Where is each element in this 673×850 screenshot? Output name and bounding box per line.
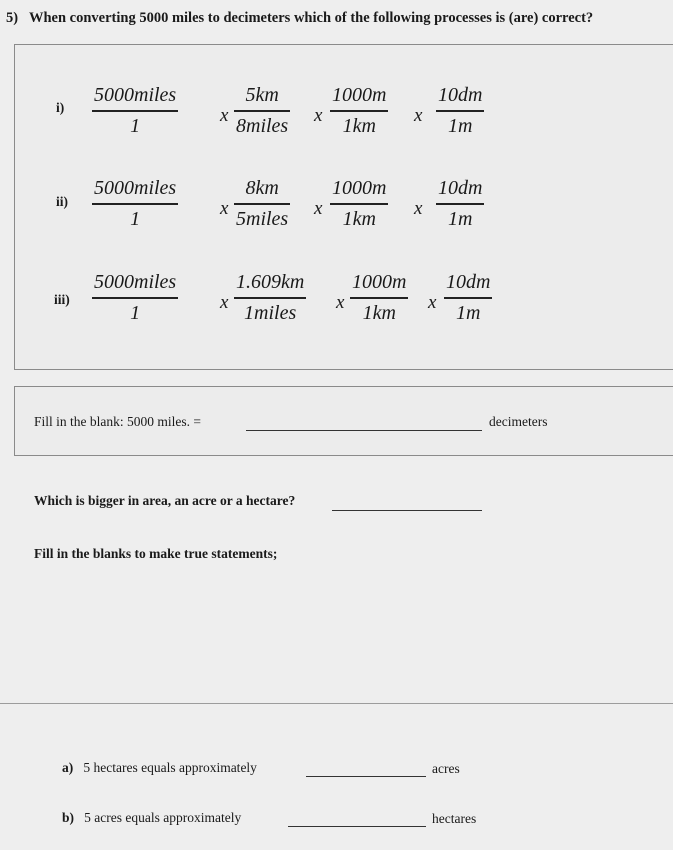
times-sign: x: [314, 105, 323, 126]
answer-blank-hectares[interactable]: [288, 826, 426, 827]
answer-blank-decimeters[interactable]: [246, 430, 482, 431]
numerator: 10dm: [438, 84, 483, 106]
denominator: 1: [130, 207, 141, 230]
numerator: 10dm: [446, 271, 491, 293]
numerator: 1000m: [352, 271, 407, 293]
fraction: [436, 84, 484, 138]
times-sign: x: [414, 105, 423, 126]
fraction: [330, 177, 388, 231]
times-sign: x: [428, 292, 437, 313]
denominator: 1km: [342, 207, 376, 230]
question-title: [6, 10, 593, 27]
denominator: 1m: [448, 207, 473, 230]
blanks-heading: Fill in the blanks to make true statements;: [34, 546, 278, 561]
fraction: [234, 84, 290, 138]
denominator: 1: [130, 114, 141, 137]
numerator: 5km: [245, 84, 279, 106]
denominator: 1: [130, 301, 141, 324]
times-sign: x: [414, 198, 423, 219]
fraction: [350, 271, 408, 325]
denominator: 5miles: [236, 207, 289, 230]
statement-text: 5 acres equals approximately: [84, 810, 242, 825]
numerator: 10dm: [438, 177, 483, 199]
question-number: 5): [6, 10, 19, 26]
denominator: 1m: [456, 301, 481, 324]
numerator: 1.609km: [236, 271, 305, 293]
denominator: 8miles: [236, 114, 289, 137]
option-label-ii: ii): [56, 194, 68, 209]
fill-blank-unit: decimeters: [489, 414, 548, 429]
statement-unit: hectares: [432, 811, 477, 826]
answer-blank-acres[interactable]: [306, 776, 426, 777]
times-sign: x: [220, 292, 229, 313]
statement-label: a): [62, 760, 74, 775]
times-sign: x: [220, 105, 229, 126]
times-sign: x: [220, 198, 229, 219]
statement-label: b): [62, 810, 75, 825]
denominator: 1miles: [244, 301, 297, 324]
denominator: 1km: [342, 114, 376, 137]
statement-a: [62, 760, 257, 776]
fraction: [436, 177, 484, 231]
fraction: [234, 177, 290, 231]
times-sign: x: [314, 198, 323, 219]
section-divider: [0, 703, 673, 704]
numerator: 5000miles: [94, 84, 177, 106]
fraction: [330, 84, 388, 138]
fraction: [92, 84, 178, 138]
area-question: Which is bigger in area, an acre or a hectare?: [34, 493, 296, 508]
times-sign: x: [336, 292, 345, 313]
fraction: [92, 271, 178, 325]
option-label-iii: iii): [54, 292, 70, 307]
answer-blank-area[interactable]: [332, 510, 482, 511]
fraction: [444, 271, 492, 325]
numerator: 5000miles: [94, 177, 177, 199]
denominator: 1km: [362, 301, 396, 324]
fraction: [234, 271, 306, 325]
fraction: [92, 177, 178, 231]
numerator: 5000miles: [94, 271, 177, 293]
statement-unit: acres: [432, 761, 460, 776]
fill-blank-prompt: Fill in the blank: 5000 miles. =: [34, 414, 201, 429]
question-text: When converting 5000 miles to decimeters which of the following processes is (are) correct?: [28, 10, 594, 26]
numerator: 1000m: [332, 177, 387, 199]
option-label-i: i): [56, 100, 65, 115]
statement-text: 5 hectares equals approximately: [83, 760, 257, 775]
statement-b: [62, 810, 241, 826]
numerator: 1000m: [332, 84, 387, 106]
numerator: 8km: [245, 177, 279, 199]
denominator: 1m: [448, 114, 473, 137]
